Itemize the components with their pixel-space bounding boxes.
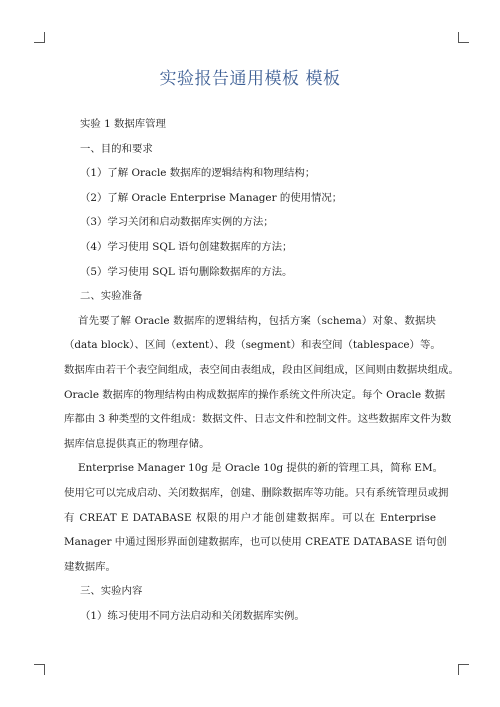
crop-mark-top-right — [458, 32, 469, 43]
experiment-heading: 实验 1 数据库管理 — [80, 118, 166, 130]
paragraph-line: 数据库由若干个表空间组成，表空间由表组成，段由区间组成，区间则由数据块组成。 — [64, 363, 459, 376]
list-item: （1）练习使用不同方法启动和关闭数据库实例。 — [80, 609, 305, 622]
crop-mark-top-left — [34, 32, 45, 43]
section-heading-preparation: 二、实验准备 — [80, 290, 143, 303]
paragraph-line: 首先要了解 Oracle 数据库的逻辑结构，包括方案（schema）对象、数据块 — [78, 314, 436, 327]
list-item: （4）学习使用 SQL 语句创建数据库的方法； — [80, 240, 293, 253]
section-heading-content: 三、实验内容 — [80, 585, 143, 598]
paragraph-line: Manager 中通过图形界面创建数据库，也可以使用 CREATE DATABASE 语句创 — [64, 536, 447, 549]
paragraph-line: 使用它可以完成启动、关闭数据库，创建、删除数据库等功能。只有系统管理员或拥 — [64, 486, 449, 499]
paragraph-line: 库都由 3 种类型的文件组成：数据文件、日志文件和控制文件。这些数据库文件为数 — [64, 413, 452, 426]
paragraph-line: 有 CREAT E DATABASE 权限的用户才能创建数据库。可以在 Enterprise — [64, 511, 436, 524]
paragraph-line: Oracle 数据库的物理结构由构成数据库的操作系统文件所决定。每个 Oracle 数据 — [64, 388, 446, 401]
list-item: （5）学习使用 SQL 语句删除数据库的方法。 — [80, 265, 293, 278]
section-heading-goals: 一、目的和要求 — [80, 142, 153, 155]
paragraph-line: 据库信息提供真正的物理存储。 — [64, 437, 210, 450]
document-title: 实验报告通用模板 模板 — [159, 69, 341, 89]
document-body — [64, 112, 459, 628]
list-item: （3）学习关闭和启动数据库实例的方法； — [80, 216, 274, 229]
paragraph-line: Enterprise Manager 10g 是 Oracle 10g 提供的新的管理工具，简称 EM。 — [78, 462, 444, 475]
list-item: （2）了解 Oracle Enterprise Manager 的使用情况； — [80, 191, 343, 204]
paragraph-line: （data block）、区间（extent）、段（segment）和表空间（tablespace）等。 — [64, 339, 441, 352]
crop-mark-bottom-right — [458, 664, 469, 675]
crop-mark-bottom-left — [34, 664, 45, 675]
list-item: （1）了解 Oracle 数据库的逻辑结构和物理结构； — [80, 167, 316, 180]
paragraph-line: 建数据库。 — [64, 560, 116, 573]
